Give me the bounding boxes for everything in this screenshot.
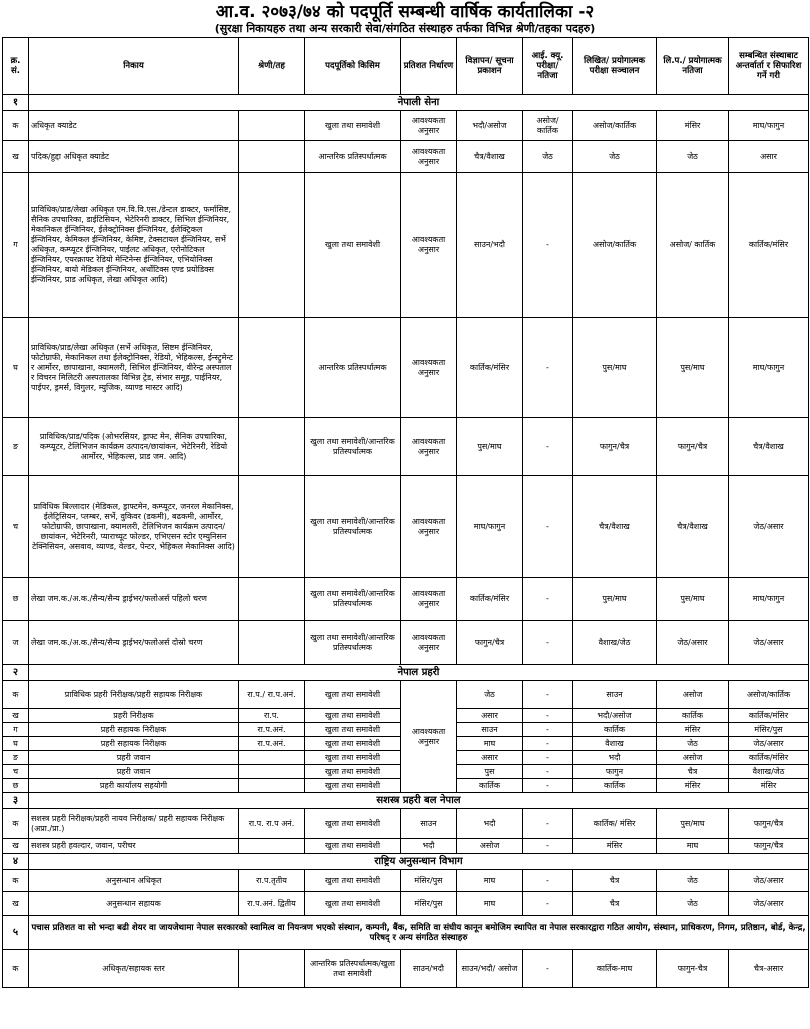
- exam-cell: फागुन: [573, 765, 657, 779]
- exam-cell: वैशाख: [573, 737, 657, 751]
- result-cell: चैत्र: [657, 765, 729, 779]
- exam-cell: जेठ: [573, 141, 657, 173]
- interview-cell: जेठ/असार: [729, 870, 809, 892]
- serial-cell: ज: [3, 621, 29, 665]
- advertisement-cell: साउन: [457, 723, 523, 737]
- body-cell: लेखा जम.क./अ.क./सैन्य/सैन्य ड्राईभर/फलोअर्स दोस्रो चरण: [29, 621, 239, 665]
- result-cell: माघ: [657, 839, 729, 854]
- type-cell: खुला तथा समावेशी/आन्तरिक प्रतिस्पर्धात्मक: [305, 578, 401, 621]
- body-cell: अधिकृत क्याडेट: [29, 111, 239, 141]
- iq-cell: -: [523, 779, 573, 793]
- table-row: [3, 950, 809, 988]
- result-cell: जेठ: [657, 141, 729, 173]
- type-cell: खुला तथा समावेशी: [305, 765, 401, 779]
- iq-cell: -: [523, 709, 573, 723]
- type-cell: खुला तथा समावेशी: [305, 111, 401, 141]
- serial-cell: क: [3, 111, 29, 141]
- result-cell: जेठ/असार: [657, 621, 729, 665]
- col-iq: आई. क्यू. परीक्षा/ नतिजा: [523, 38, 573, 95]
- exam-cell: असोज/कार्तिक: [573, 173, 657, 318]
- iq-cell: -: [523, 839, 573, 854]
- level-cell: रा.प.तृतीय: [239, 870, 305, 892]
- col-body: निकाय: [29, 38, 239, 95]
- advertisement-cell: भदौ: [457, 809, 523, 839]
- type-cell: आन्तरिक प्रतिस्पर्धात्मक/खुला तथा समावेशी: [305, 950, 401, 988]
- result-cell: पुस/माघ: [657, 318, 729, 418]
- serial-cell: ख: [3, 141, 29, 173]
- result-cell: असोज: [657, 681, 729, 709]
- section-title: सशस्त्र प्रहरी बल नेपाल: [29, 793, 809, 809]
- advertisement-cell: कार्तिक/मंसिर: [457, 578, 523, 621]
- section-number: ४: [3, 854, 29, 870]
- percent-cell: आवश्यकता अनुसार: [401, 418, 457, 476]
- serial-cell: ख: [3, 839, 29, 854]
- type-cell: खुला तथा समावेशी: [305, 809, 401, 839]
- col-result: लि.प./ प्रयोगात्मक नतिजा: [657, 38, 729, 95]
- serial-cell: ङ: [3, 751, 29, 765]
- serial-cell: छ: [3, 578, 29, 621]
- interview-cell: जेठ/असार: [729, 621, 809, 665]
- interview-cell: मंसिर/पुस: [729, 723, 809, 737]
- exam-cell: कार्तिक/ मंसिर: [573, 809, 657, 839]
- iq-cell: असोज/ कार्तिक: [523, 111, 573, 141]
- serial-cell: ख: [3, 892, 29, 916]
- serial-cell: छ: [3, 779, 29, 793]
- advertisement-cell: पुस: [457, 765, 523, 779]
- advertisement-cell: माघ: [457, 892, 523, 916]
- body-cell: प्रहरी सहायक निरीक्षक: [29, 737, 239, 751]
- body-cell: प्रहरी कार्यालय सहयोगी: [29, 779, 239, 793]
- body-cell: प्राविधिक प्रहरी निरीक्षक/प्रहरी सहायक निरीक्षक: [29, 681, 239, 709]
- exam-cell: चैत्र/वैशाख: [573, 476, 657, 578]
- percent-cell: आवश्यकता अनुसार: [401, 621, 457, 665]
- level-cell: रा.प. रा.प अनं.: [239, 809, 305, 839]
- type-cell: खुला तथा समावेशी: [305, 173, 401, 318]
- result-cell: जेठ: [657, 892, 729, 916]
- interview-cell: वैशाख/जेठ: [729, 765, 809, 779]
- percent-cell: आवश्यकता अनुसार: [401, 111, 457, 141]
- body-cell: प्राविधिक/प्राड/लेखा अधिकृत एम.वि.वि.एस./डेन्टल डाक्टर, फर्मासिष्ट, सैनिक उपचारिका, डाईटिसियन, भेटेरिनरी डाक्टर, सिभिल ईन्जिनियर, मेकानिकल ईन्जिनियर, ईलेक्ट्रोनिक्स ईन्जिनियर, ईलेक्ट्रिकल ईन्जिनियर, केमिकल ईन्जिनियर, केमिष्ट, टेक्सटायल ईन्जिनियर, सर्भे अधिकृत, कम्प्यूटर ईन्जिनियर, पाईलट अधिकृत, एरोनोटिकल ईन्जिनियर, एयरक्राफ्ट रेडियो मेन्टिनेन्स ईन्जिनियर, एभियोनिक्स ईन्जिनियर, बायो मेडिकल ईन्जिनियर, अर्थोटिक्स एण्ड प्रयोडिक्स ईन्जिनियर, प्राड अधिकृत, लेखा अधिकृत आदि): [29, 173, 239, 318]
- table-row: [3, 681, 809, 709]
- body-cell: अधिकृत/सहायक स्तर: [29, 950, 239, 988]
- iq-cell: -: [523, 809, 573, 839]
- advertisement-cell: फागुन/चैत्र: [457, 621, 523, 665]
- iq-cell: -: [523, 892, 573, 916]
- percent-cell: साउन: [401, 809, 457, 839]
- iq-cell: -: [523, 870, 573, 892]
- percent-cell: आवश्यकता अनुसार: [401, 318, 457, 418]
- page-subtitle: (सुरक्षा निकायहरु तथा अन्य सरकारी सेवा/संगठित संस्थाहरु तर्फका विभिन्न श्रेणी/तहका पदहरु): [214, 22, 596, 35]
- interview-cell: माघ/फागुन: [729, 318, 809, 418]
- iq-cell: जेठ: [523, 141, 573, 173]
- section-number: १: [3, 95, 29, 111]
- percent-cell: आवश्यकता अनुसार: [401, 681, 457, 793]
- iq-cell: -: [523, 173, 573, 318]
- serial-cell: ख: [3, 709, 29, 723]
- iq-cell: -: [523, 765, 573, 779]
- serial-cell: घ: [3, 737, 29, 751]
- result-cell: जेठ: [657, 870, 729, 892]
- type-cell: खुला तथा समावेशी: [305, 681, 401, 709]
- type-cell: खुला तथा समावेशी: [305, 709, 401, 723]
- body-cell: प्राविधिक/प्राड/लेखा अधिकृत (सर्भे अधिकृत, सिष्टम ईन्जिनियर, फोटोग्राफी, मेकानिकल तथा ईलेक्ट्रोनिक्स, रेडियो, भेहिकल्स, ईन्स्ट्रुमेन्ट र आर्मोरर, छापाखाना, क्यामलरी, सिभिल ईन्जिनियर, वीरेन्द्र अस्पताल र विचरन मिलिटरी अस्पतालका विभिन्न ट्रेड, संभार समूह, पाईनियर, पाईपर, ड्रमर्स, विगुलर, म्युजिक, व्याण्ड मास्टर आदि): [29, 318, 239, 418]
- exam-cell: वैशाख/जेठ: [573, 621, 657, 665]
- type-cell: आन्तरिक प्रतिस्पर्धात्मक: [305, 318, 401, 418]
- section-row: [3, 854, 809, 870]
- level-cell: [239, 839, 305, 854]
- section-title: राष्ट्रिय अनुसन्धान विभाग: [29, 854, 809, 870]
- advertisement-cell: कार्तिक/मंसिर: [457, 318, 523, 418]
- level-cell: [239, 950, 305, 988]
- advertisement-cell: असार: [457, 751, 523, 765]
- level-cell: [239, 173, 305, 318]
- interview-cell: असार: [729, 141, 809, 173]
- serial-cell: घ: [3, 318, 29, 418]
- section-row: [3, 916, 809, 950]
- advertisement-cell: भदौ/असोज: [457, 111, 523, 141]
- body-cell: अनुसन्धान सहायक: [29, 892, 239, 916]
- serial-cell: च: [3, 476, 29, 578]
- table-row: [3, 892, 809, 916]
- table-row: [3, 173, 809, 318]
- table-row: [3, 141, 809, 173]
- advertisement-cell: साउन/भदौ/ असोज: [457, 950, 523, 988]
- exam-cell: फागुन/चैत्र: [573, 418, 657, 476]
- interview-cell: कार्तिक/मंसिर: [729, 709, 809, 723]
- exam-cell: भदौ/असोज: [573, 709, 657, 723]
- level-cell: [239, 418, 305, 476]
- interview-cell: चैत्र-असार: [729, 950, 809, 988]
- body-cell: प्रहरी सहायक निरीक्षक: [29, 723, 239, 737]
- advertisement-cell: असार: [457, 709, 523, 723]
- result-cell: पुस/माघ: [657, 578, 729, 621]
- iq-cell: -: [523, 318, 573, 418]
- section-row: [3, 793, 809, 809]
- level-cell: [239, 578, 305, 621]
- percent-cell: आवश्यकता अनुसार: [401, 578, 457, 621]
- body-cell: प्रहरी निरीक्षक: [29, 709, 239, 723]
- percent-cell: आवश्यकता अनुसार: [401, 476, 457, 578]
- iq-cell: -: [523, 737, 573, 751]
- col-written-exam: लिखित/ प्रयोगात्मक परीक्षा सञ्चालन: [573, 38, 657, 95]
- result-cell: मंसिर: [657, 723, 729, 737]
- exam-cell: भदौ: [573, 751, 657, 765]
- section-title: पचास प्रतिशत वा सो भन्दा बढी शेयर वा जायजेथामा नेपाल सरकारको स्वामित्व वा नियन्त्रण भएको संस्थान, कम्पनी, बैंक, समिति वा संघीय कानून बमोजिम स्थापित वा नेपाल सरकारद्वारा गठित आयोग, संस्थान, प्राधिकरण, निगम, प्रतिष्ठान, बोर्ड, केन्द्र, परिषद् र अन्य संगठित संस्थाहरु: [29, 916, 809, 950]
- exam-cell: कार्तिक: [573, 723, 657, 737]
- iq-cell: -: [523, 578, 573, 621]
- section-number: ३: [3, 793, 29, 809]
- iq-cell: -: [523, 621, 573, 665]
- advertisement-cell: असोज: [457, 839, 523, 854]
- iq-cell: -: [523, 476, 573, 578]
- type-cell: खुला तथा समावेशी: [305, 839, 401, 854]
- col-type: पदपूर्तिको किसिम: [305, 38, 401, 95]
- table-row: [3, 578, 809, 621]
- advertisement-cell: पुस/माघ: [457, 418, 523, 476]
- advertisement-cell: चैत्र/वैशाख: [457, 141, 523, 173]
- advertisement-cell: माघ: [457, 737, 523, 751]
- exam-cell: पुस/माघ: [573, 318, 657, 418]
- type-cell: आन्तरिक प्रतिस्पर्धात्मक: [305, 141, 401, 173]
- result-cell: असोज/ कार्तिक: [657, 173, 729, 318]
- table-row: [3, 621, 809, 665]
- result-cell: फागुन-चैत्र: [657, 950, 729, 988]
- section-row: [3, 95, 809, 111]
- type-cell: खुला तथा समावेशी: [305, 892, 401, 916]
- result-cell: पुस/माघ: [657, 809, 729, 839]
- level-cell: [239, 476, 305, 578]
- result-cell: फागुन/चैत्र: [657, 418, 729, 476]
- interview-cell: असोज/कार्तिक: [729, 681, 809, 709]
- interview-cell: जेठ/असार: [729, 737, 809, 751]
- result-cell: कार्तिक: [657, 709, 729, 723]
- col-advertisement: विज्ञापन/ सूचना प्रकाशन: [457, 38, 523, 95]
- advertisement-cell: कार्तिक: [457, 779, 523, 793]
- section-title: नेपाली सेना: [29, 95, 809, 111]
- table-row: [3, 476, 809, 578]
- type-cell: खुला तथा समावेशी/आन्तरिक प्रतिस्पर्धात्मक: [305, 418, 401, 476]
- section-row: [3, 665, 809, 681]
- table-row: [3, 839, 809, 854]
- level-cell: [239, 779, 305, 793]
- percent-cell: भदौ: [401, 839, 457, 854]
- level-cell: [239, 765, 305, 779]
- iq-cell: -: [523, 681, 573, 709]
- percent-cell: मंसिर/पुस: [401, 870, 457, 892]
- level-cell: रा.प.अनं.: [239, 737, 305, 751]
- iq-cell: -: [523, 751, 573, 765]
- section-number: ५: [3, 916, 29, 950]
- interview-cell: कार्तिक/मंसिर: [729, 173, 809, 318]
- col-percent: प्रतिशत निर्धारण: [401, 38, 457, 95]
- iq-cell: -: [523, 723, 573, 737]
- type-cell: खुला तथा समावेशी: [305, 723, 401, 737]
- percent-cell: साउन/भदौ: [401, 950, 457, 988]
- level-cell: रा.प.अनं.: [239, 723, 305, 737]
- section-number: २: [3, 665, 29, 681]
- interview-cell: फागुन/चैत्र: [729, 809, 809, 839]
- type-cell: खुला तथा समावेशी: [305, 751, 401, 765]
- page-title: आ.व. २०७३/७४ को पदपूर्ति सम्बन्धी वार्षिक कार्यतालिका -२: [215, 2, 595, 22]
- col-interview: सम्बन्धित संस्थाबाट अन्तर्वार्ता र सिफारिश गर्ने गरी: [729, 38, 809, 95]
- result-cell: असोज: [657, 751, 729, 765]
- body-cell: प्रहरी जवान: [29, 765, 239, 779]
- type-cell: खुला तथा समावेशी/आन्तरिक प्रतिस्पर्धात्मक: [305, 476, 401, 578]
- table-row: [3, 111, 809, 141]
- interview-cell: फागुन/चैत्र: [729, 839, 809, 854]
- type-cell: खुला तथा समावेशी: [305, 870, 401, 892]
- percent-cell: आवश्यकता अनुसार: [401, 141, 457, 173]
- advertisement-cell: माघ/फागुन: [457, 476, 523, 578]
- table-row: [3, 318, 809, 418]
- level-cell: [239, 318, 305, 418]
- interview-cell: माघ/फागुन: [729, 578, 809, 621]
- body-cell: सशस्त्र प्रहरी निरीक्षक/प्रहरी नायव निरीक्षक/ प्रहरी सहायक निरीक्षक (अप्रा./प्रा.): [29, 809, 239, 839]
- header-row: [3, 38, 809, 95]
- advertisement-cell: माघ: [457, 870, 523, 892]
- percent-cell: मंसिर/पुस: [401, 892, 457, 916]
- serial-cell: क: [3, 809, 29, 839]
- interview-cell: माघ/फागुन: [729, 111, 809, 141]
- serial-cell: क: [3, 870, 29, 892]
- interview-cell: जेठ/असार: [729, 476, 809, 578]
- body-cell: प्राविधिक बिल्लादार (मेडिकल, ड्राफ्टमेन, कम्प्यूटर, जनरल मेकानिक्स, ईलेट्रिसियन, प्लम्बर, सर्भे, वुकिवर (डकमी), बढकमी, आर्मोरर, फोटोग्राफी, छापाखाना, क्यामलरी, टेलिभिजन कार्यक्रम उत्पादन/छायांकन, भेटेरिनरी, प्याराच्यूट फोल्डर, एभिएसन स्टोर एम्युनिसन टेक्निसियन, असवाव, व्याण्ड, वेल्डर, पेन्टर, भेहिकल मेकानिक्स आदि): [29, 476, 239, 578]
- exam-cell: असोज/कार्तिक: [573, 111, 657, 141]
- serial-cell: क: [3, 681, 29, 709]
- level-cell: [239, 751, 305, 765]
- body-cell: पदिक/हुद्दा अधिकृत क्याडेट: [29, 141, 239, 173]
- serial-cell: ग: [3, 173, 29, 318]
- section-title: नेपाल प्रहरी: [29, 665, 809, 681]
- level-cell: रा.प./ रा.प.अनं.: [239, 681, 305, 709]
- body-cell: सशस्त्र प्रहरी हवल्दार, जवान, परीचर: [29, 839, 239, 854]
- table-row: [3, 418, 809, 476]
- level-cell: [239, 141, 305, 173]
- exam-cell: पुस/माघ: [573, 578, 657, 621]
- iq-cell: -: [523, 418, 573, 476]
- body-cell: लेखा जम.क./अ.क./सैन्य/सैन्य ड्राईभर/फलोअर्स पहिलो चरण: [29, 578, 239, 621]
- interview-cell: चैत्र/वैशाख: [729, 418, 809, 476]
- percent-cell: आवश्यकता अनुसार: [401, 173, 457, 318]
- iq-cell: -: [523, 950, 573, 988]
- table-row: [3, 809, 809, 839]
- serial-cell: ङ: [3, 418, 29, 476]
- body-cell: अनुसन्धान अधिकृत: [29, 870, 239, 892]
- level-cell: रा.प.: [239, 709, 305, 723]
- interview-cell: मंसिर: [729, 779, 809, 793]
- level-cell: रा.प.अनं. द्वितीय: [239, 892, 305, 916]
- exam-cell: चैत्र: [573, 870, 657, 892]
- col-sn: क्र. सं.: [3, 38, 29, 95]
- serial-cell: च: [3, 765, 29, 779]
- schedule-body: [3, 95, 809, 988]
- interview-cell: कार्तिक/मंसिर: [729, 751, 809, 765]
- type-cell: खुला तथा समावेशी: [305, 779, 401, 793]
- exam-cell: कार्तिक: [573, 779, 657, 793]
- level-cell: [239, 111, 305, 141]
- result-cell: चैत्र/वैशाख: [657, 476, 729, 578]
- exam-cell: कार्तिक-माघ: [573, 950, 657, 988]
- result-cell: जेठ: [657, 737, 729, 751]
- body-cell: प्राविधिक/प्राड/पदिक (ओभरसियर, ड्राफ्ट मेन, सैनिक उपचारिका, कम्प्यूटर, टेलिभिजन कार्यक्रम उत्पादन/छायांकन, भेटेरिनरी, रेडियो आर्मोरर, भेहिकल्स, प्राड जम. आदि): [29, 418, 239, 476]
- serial-cell: क: [3, 950, 29, 988]
- col-level: श्रेणी/तह: [239, 38, 305, 95]
- type-cell: खुला तथा समावेशी: [305, 737, 401, 751]
- exam-cell: चैत्र: [573, 892, 657, 916]
- interview-cell: जेठ/असार: [729, 892, 809, 916]
- exam-cell: साउन: [573, 681, 657, 709]
- schedule-table: [2, 37, 809, 988]
- exam-cell: मंसिर: [573, 839, 657, 854]
- advertisement-cell: साउन/भदौ: [457, 173, 523, 318]
- result-cell: मंसिर: [657, 111, 729, 141]
- level-cell: [239, 621, 305, 665]
- table-row: [3, 870, 809, 892]
- serial-cell: ग: [3, 723, 29, 737]
- advertisement-cell: जेठ: [457, 681, 523, 709]
- result-cell: मंसिर: [657, 779, 729, 793]
- body-cell: प्रहरी जवान: [29, 751, 239, 765]
- type-cell: खुला तथा समावेशी/आन्तरिक प्रतिस्पर्धात्मक: [305, 621, 401, 665]
